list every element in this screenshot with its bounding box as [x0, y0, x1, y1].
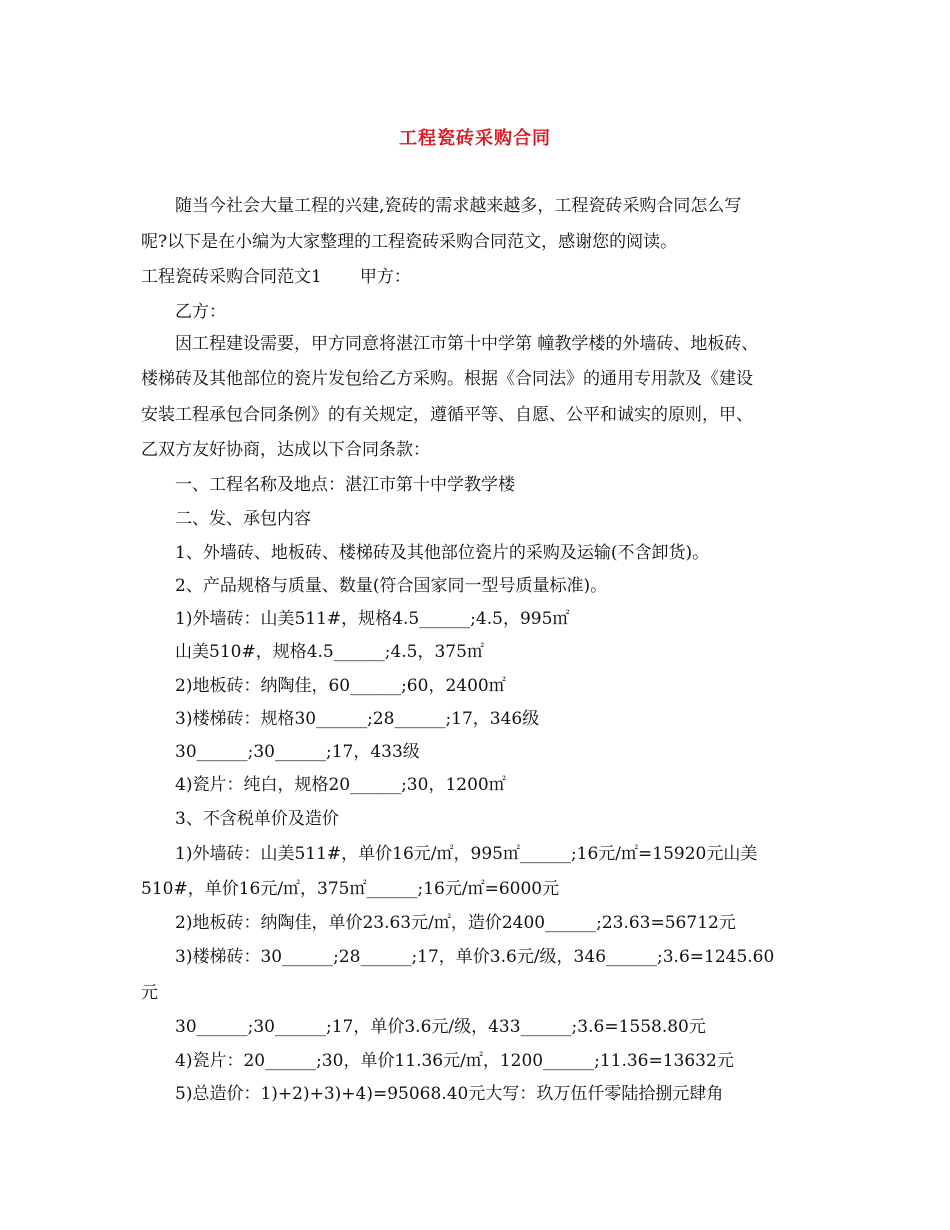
paragraph-1-line-3: 安装工程承包合同条例》的有关规定，遵循平等、自愿、公平和诚实的原则，甲、	[141, 405, 753, 425]
spec-exterior-tile-2: 山美510#，规格4.5______;4.5，375㎡	[175, 642, 484, 662]
section-2: 二、发、承包内容	[175, 509, 311, 529]
spec-floor-tile: 2)地板砖：纳陶佳，60______;60，2400㎡	[175, 676, 506, 696]
spec-exterior-tile: 1)外墙砖：山美511#，规格4.5______;4.5，995㎡	[175, 609, 570, 629]
section-3: 3、不含税单价及造价	[175, 809, 339, 829]
spec-wall-tile: 4)瓷片：纯白，规格20______;30，1200㎡	[175, 775, 506, 795]
cost-exterior-line-1: 1)外墙砖：山美511#，单价16元/㎡，995㎡______;16元/㎡=15920元山美	[175, 844, 758, 864]
sample-heading: 工程瓷砖采购合同范文1	[141, 267, 322, 287]
cost-floor: 2)地板砖：纳陶佳，单价23.63元/㎡，造价2400______;23.63=56712元	[175, 913, 736, 933]
section-2-item-1: 1、外墙砖、地板砖、楼梯砖及其他部位瓷片的采购及运输(不含卸货)。	[175, 543, 710, 563]
cost-stair-2: 30______;30______;17，单价3.6元/级，433______;3.6=1558.80元	[175, 1017, 706, 1037]
intro-line-2: 呢?以下是在小编为大家整理的工程瓷砖采购合同范文，感谢您的阅读。	[141, 232, 678, 252]
section-2-item-2: 2、产品规格与质量、数量(符合国家同一型号质量标准)。	[175, 576, 608, 596]
cost-exterior-line-2: 510#，单价16元/㎡，375㎡______;16元/㎡=6000元	[141, 879, 560, 899]
party-b-label: 乙方：	[175, 302, 226, 322]
cost-total: 5)总造价：1)+2)+3)+4)=95068.40元大写：玖万伍仟零陆拾捌元肆角	[175, 1084, 724, 1104]
document-title: 工程瓷砖采购合同	[399, 128, 551, 149]
intro-line-1: 随当今社会大量工程的兴建,瓷砖的需求越来越多，工程瓷砖采购合同怎么写	[175, 196, 742, 216]
spec-stair-tile-2: 30______;30______;17，433级	[175, 742, 420, 762]
party-a-label: 甲方：	[359, 267, 411, 287]
section-1: 一、工程名称及地点：湛江市第十中学教学楼	[175, 475, 515, 495]
cost-stair-line-2: 元	[141, 983, 158, 1003]
sample-heading-line	[141, 266, 411, 288]
paragraph-1-line-2: 楼梯砖及其他部位的瓷片发包给乙方采购。根据《合同法》的通用专用款及《建设	[141, 369, 753, 389]
cost-wall-tile: 4)瓷片：20______;30，单价11.36元/㎡，1200______;11.36=13632元	[175, 1051, 734, 1071]
spec-stair-tile: 3)楼梯砖：规格30______;28______;17，346级	[175, 709, 540, 729]
paragraph-1-line-1: 因工程建设需要，甲方同意将湛江市第十中学第 幢教学楼的外墙砖、地板砖、	[175, 334, 759, 354]
cost-stair-line-1: 3)楼梯砖：30______;28______;17，单价3.6元/级，346______;3.6=1245.60	[175, 947, 775, 967]
paragraph-1-line-4: 乙双方友好协商，达成以下合同条款：	[141, 440, 430, 460]
